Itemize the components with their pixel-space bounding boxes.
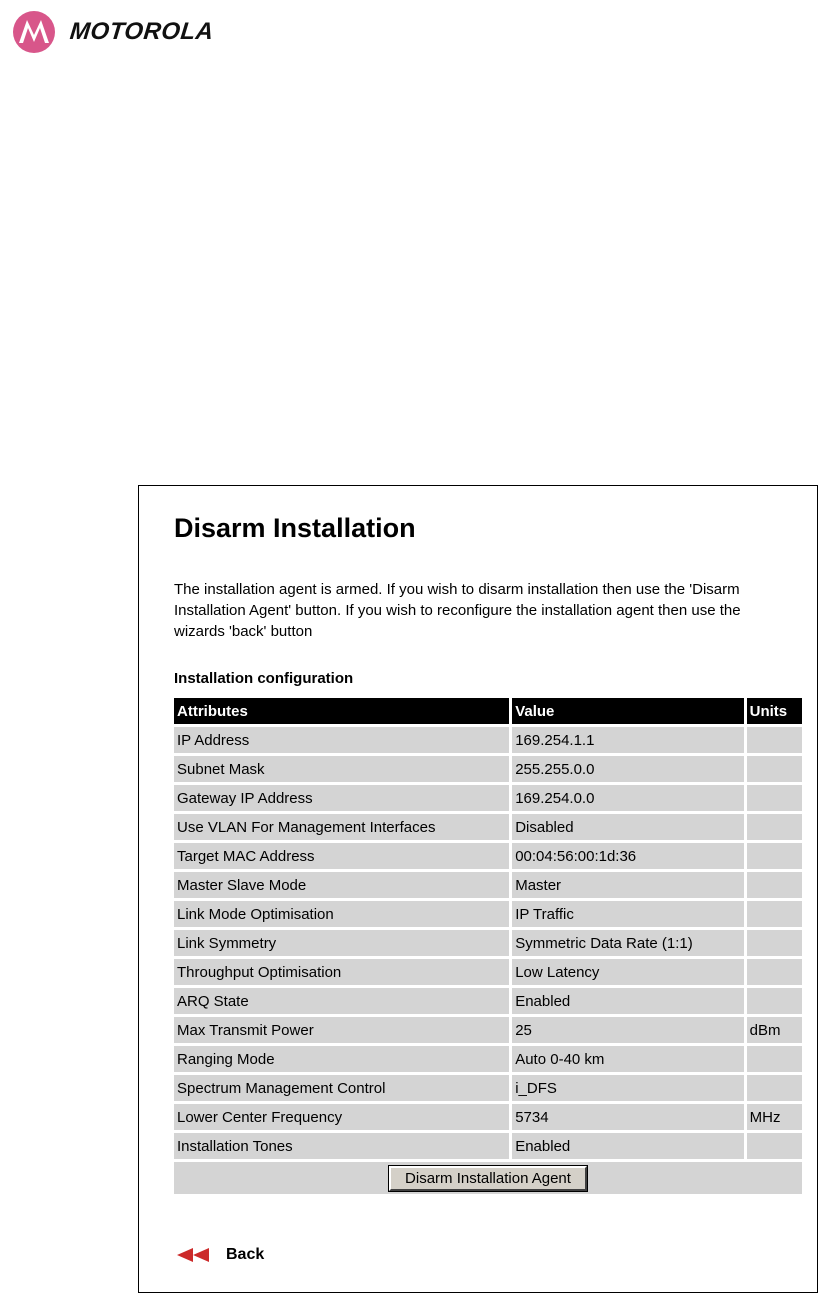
table-row <box>174 1133 802 1159</box>
disarm-installation-agent-button[interactable]: Disarm Installation Agent <box>389 1166 587 1191</box>
units-cell <box>747 1046 802 1072</box>
units-cell <box>747 727 802 753</box>
attribute-cell: Installation Tones <box>174 1133 509 1159</box>
table-row <box>174 1017 802 1043</box>
value-cell: Symmetric Data Rate (1:1) <box>512 930 743 956</box>
disarm-installation-panel <box>138 485 818 1293</box>
attribute-cell: Master Slave Mode <box>174 872 509 898</box>
units-cell <box>747 930 802 956</box>
units-cell <box>747 1075 802 1101</box>
value-cell: Low Latency <box>512 959 743 985</box>
units-cell: MHz <box>747 1104 802 1130</box>
units-cell <box>747 872 802 898</box>
page-title: Disarm Installation <box>174 513 416 543</box>
button-row <box>174 1162 802 1194</box>
attribute-cell: Max Transmit Power <box>174 1017 509 1043</box>
value-cell: i_DFS <box>512 1075 743 1101</box>
units-cell <box>747 959 802 985</box>
value-cell: Enabled <box>512 988 743 1014</box>
intro-text: The installation agent is armed. If you wish to disarm installation then use the 'Disarm Installation Agent' button. If you wish to reconfigure the installation agent then use the wizards 'back' button <box>174 581 741 640</box>
table-row <box>174 1104 802 1130</box>
value-cell: Disabled <box>512 814 743 840</box>
section-title: Installation configuration <box>174 670 354 687</box>
table-row <box>174 843 802 869</box>
table-header-row <box>174 698 802 724</box>
attribute-cell: Link Mode Optimisation <box>174 901 509 927</box>
table-row <box>174 872 802 898</box>
button-cell <box>174 1162 802 1194</box>
units-cell <box>747 756 802 782</box>
units-cell <box>747 785 802 811</box>
attribute-cell: Subnet Mask <box>174 756 509 782</box>
value-cell: 25 <box>512 1017 743 1043</box>
value-cell: Master <box>512 872 743 898</box>
attribute-cell: Target MAC Address <box>174 843 509 869</box>
units-cell <box>747 814 802 840</box>
units-cell <box>747 988 802 1014</box>
value-cell: Auto 0-40 km <box>512 1046 743 1072</box>
table-row <box>174 930 802 956</box>
table-row <box>174 756 802 782</box>
double-arrow-left-icon <box>177 1247 215 1263</box>
attribute-cell: Throughput Optimisation <box>174 959 509 985</box>
value-cell: IP Traffic <box>512 901 743 927</box>
units-cell <box>747 1133 802 1159</box>
table-row <box>174 785 802 811</box>
units-cell: dBm <box>747 1017 802 1043</box>
motorola-brand <box>12 10 214 54</box>
value-cell: Enabled <box>512 1133 743 1159</box>
value-cell: 5734 <box>512 1104 743 1130</box>
value-cell: 00:04:56:00:1d:36 <box>512 843 743 869</box>
column-header-value: Value <box>512 698 743 724</box>
attribute-cell: IP Address <box>174 727 509 753</box>
table-row <box>174 1075 802 1101</box>
column-header-units: Units <box>747 698 802 724</box>
table-row <box>174 727 802 753</box>
value-cell: 169.254.0.0 <box>512 785 743 811</box>
table-row <box>174 901 802 927</box>
table-row <box>174 988 802 1014</box>
attribute-cell: Gateway IP Address <box>174 785 509 811</box>
column-header-attributes: Attributes <box>174 698 509 724</box>
value-cell: 255.255.0.0 <box>512 756 743 782</box>
attribute-cell: Link Symmetry <box>174 930 509 956</box>
brand-name: MOTOROLA <box>68 18 216 45</box>
back-label: Back <box>226 1246 265 1263</box>
attribute-cell: Ranging Mode <box>174 1046 509 1072</box>
installation-config-table <box>171 695 805 1197</box>
attribute-cell: Lower Center Frequency <box>174 1104 509 1130</box>
attribute-cell: Spectrum Management Control <box>174 1075 509 1101</box>
units-cell <box>747 843 802 869</box>
table-row <box>174 1046 802 1072</box>
table-row <box>174 814 802 840</box>
attribute-cell: Use VLAN For Management Interfaces <box>174 814 509 840</box>
back-link[interactable] <box>177 1246 264 1264</box>
attribute-cell: ARQ State <box>174 988 509 1014</box>
motorola-batwing-icon <box>12 10 56 54</box>
value-cell: 169.254.1.1 <box>512 727 743 753</box>
units-cell <box>747 901 802 927</box>
table-row <box>174 959 802 985</box>
